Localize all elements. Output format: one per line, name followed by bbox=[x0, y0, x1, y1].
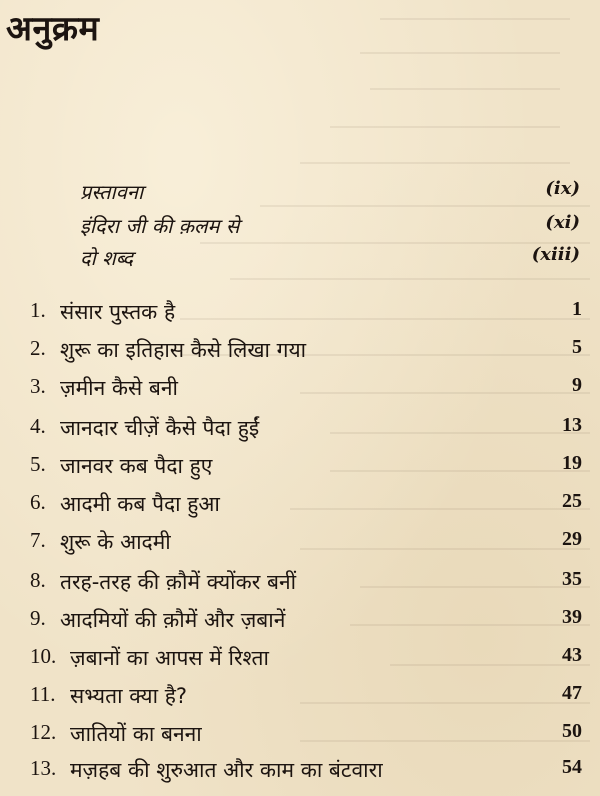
chapter-title: जातियों का बनना bbox=[70, 722, 202, 746]
chapter-number: 3. bbox=[30, 374, 46, 398]
chapter-page: 54 bbox=[562, 756, 582, 778]
chapter-entry[interactable] bbox=[30, 374, 582, 410]
chapter-entry[interactable] bbox=[30, 568, 582, 604]
chapter-number: 2. bbox=[30, 336, 46, 360]
prelim-page: (xiii) bbox=[531, 244, 580, 265]
chapter-title: शुरू के आदमी bbox=[60, 530, 171, 554]
chapter-title: आदमी कब पैदा हुआ bbox=[60, 492, 220, 516]
prelim-entry[interactable] bbox=[80, 212, 580, 242]
chapter-entry[interactable] bbox=[30, 606, 582, 642]
chapter-page: 39 bbox=[562, 606, 582, 628]
chapter-page: 43 bbox=[562, 644, 582, 666]
chapter-title: आदमियों की क़ौमें और ज़बानें bbox=[60, 608, 286, 632]
chapter-entry[interactable] bbox=[30, 490, 582, 526]
page-title: अनुक्रम bbox=[6, 9, 100, 49]
chapter-number: 10. bbox=[30, 644, 57, 668]
chapter-number: 1. bbox=[30, 298, 46, 322]
chapter-page: 19 bbox=[562, 452, 582, 474]
chapter-page: 35 bbox=[562, 568, 582, 590]
chapter-page: 13 bbox=[562, 414, 582, 436]
chapter-number: 4. bbox=[30, 414, 46, 438]
chapter-number: 11. bbox=[30, 682, 56, 706]
chapter-title: ज़बानों का आपस में रिश्ता bbox=[70, 646, 269, 670]
chapter-number: 5. bbox=[30, 452, 46, 476]
chapter-number: 7. bbox=[30, 528, 46, 552]
chapter-page: 9 bbox=[572, 374, 582, 396]
prelim-title: इंदिरा जी की क़लम से bbox=[80, 214, 240, 238]
chapter-title: जानदार चीज़ें कैसे पैदा हुईं bbox=[60, 416, 260, 440]
prelim-page: (ix) bbox=[545, 178, 580, 199]
chapter-entry[interactable] bbox=[30, 298, 582, 334]
chapter-page: 25 bbox=[562, 490, 582, 512]
chapter-entry[interactable] bbox=[30, 336, 582, 372]
prelim-title: दो शब्द bbox=[80, 246, 134, 270]
chapter-entry[interactable] bbox=[30, 720, 582, 756]
chapter-entry[interactable] bbox=[30, 452, 582, 488]
prelim-page: (xi) bbox=[545, 212, 580, 233]
chapter-title: ज़मीन कैसे बनी bbox=[60, 376, 178, 400]
chapter-entry[interactable] bbox=[30, 528, 582, 564]
chapter-entry[interactable] bbox=[30, 682, 582, 718]
chapter-entry[interactable] bbox=[30, 756, 582, 792]
prelim-title: प्रस्तावना bbox=[80, 180, 144, 204]
chapter-entry[interactable] bbox=[30, 644, 582, 680]
chapter-title: संसार पुस्तक है bbox=[60, 300, 176, 324]
chapter-page: 29 bbox=[562, 528, 582, 550]
chapter-page: 5 bbox=[572, 336, 582, 358]
chapter-number: 12. bbox=[30, 720, 57, 744]
prelim-entry[interactable] bbox=[80, 178, 580, 208]
chapter-page: 1 bbox=[572, 298, 582, 320]
chapter-title: तरह-तरह की क़ौमें क्योंकर बनीं bbox=[60, 570, 297, 594]
chapter-number: 9. bbox=[30, 606, 46, 630]
chapter-number: 6. bbox=[30, 490, 46, 514]
chapter-number: 13. bbox=[30, 756, 57, 780]
chapter-number: 8. bbox=[30, 568, 46, 592]
chapter-title: मज़हब की शुरुआत और काम का बंटवारा bbox=[70, 758, 383, 782]
chapter-entry[interactable] bbox=[30, 414, 582, 450]
prelim-entry[interactable] bbox=[80, 244, 580, 274]
chapter-title: सभ्यता क्या है? bbox=[70, 684, 188, 708]
chapter-title: जानवर कब पैदा हुए bbox=[60, 454, 213, 478]
chapter-page: 47 bbox=[562, 682, 582, 704]
chapter-title: शुरू का इतिहास कैसे लिखा गया bbox=[60, 338, 307, 362]
chapter-page: 50 bbox=[562, 720, 582, 742]
